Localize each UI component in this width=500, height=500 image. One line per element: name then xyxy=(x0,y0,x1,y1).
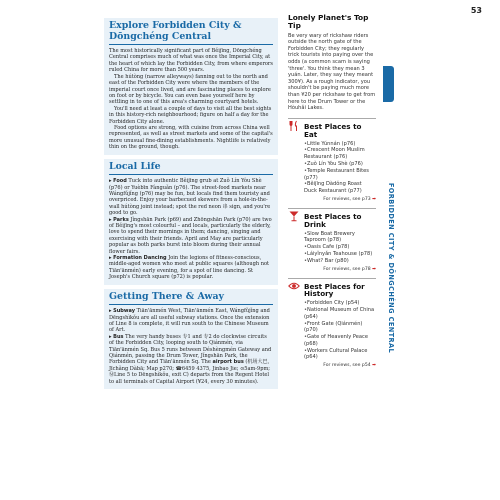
bus-item: ▸ Bus The very handy buses 专1 and 专2 do clockwise circuits of the Forbidden City, looping south to Qiánmén, via Tiān'ānmén Sq. Bus 5 runs between Déshèngmén Gateway and Qiánmén, passing the Drum Tower, Jǐngshān Park, the Forbidden City and Tiān'ānmén Sq. The airport bus (机场大巴, Jīchǎng Dàbā; Map p270; ☎6459 4375, Jinbao Jie; ⊙5am-9pm; ⓂLine 5 to Dēngshìkǒu, exit C) departs from the Regent Hotel to all terminals of Capital Airport (¥24, every 30 minutes). xyxy=(109,333,272,385)
utensils-icon xyxy=(288,120,300,132)
bus-label: Bus xyxy=(113,333,124,340)
explore-paragraph-3: You'll need at least a couple of days to visit all the best sights in this history-rich neighbourhood; figure on half a day for the Forbidden City alone. xyxy=(109,105,272,125)
eat-reviews-link[interactable] xyxy=(304,197,376,202)
dancing-text: Join the legions of fitness-conscious, middle-aged women who meet at public squares (although not Tiān'ānmén) early evening, for a spot of line dancing. St Joseph's Church square (p72) is popular. xyxy=(109,254,270,281)
explore-paragraph-2: The hútòng (narrow alleyways) fanning out to the north and east of the Forbidden City were where the members of the imperial court once lived, and are fascinating places to explore on foot or by bicycle. You can even base yourself here by settling in to one of this area's charming courtyard hotels. xyxy=(109,73,271,106)
best-eat-box xyxy=(288,118,376,202)
chapter-side-label: FORBIDDEN CITY & DÕNGCHÉNG CENTRAL xyxy=(387,182,395,354)
arrow-right-icon: ➡ xyxy=(372,196,376,202)
top-tip-title: Lonely Planet's Top Tip xyxy=(288,13,369,31)
arrow-right-icon: ➡ xyxy=(372,363,376,369)
parks-label: Parks xyxy=(113,216,129,223)
explore-paragraph-1: The most historically significant part of Běijīng, Dōngchéng Central comprises much of what was once the Imperial City, at the heart of which lay the Forbidden City, from where emperors ruled China for more than 500 years. xyxy=(109,48,273,74)
parks-text: Jǐngshān Park (p69) and Zhōngshān Park (p70) are two of Běijīng's most colourful – and locals, particularly the elderly, love to spend their mornings in them; dancing, singing and exercising with their friends. April and May are particularly popular as both parks burst into bloom during their annual flower fairs. xyxy=(109,216,272,255)
drink-reviews-text: For reviews, see p78 xyxy=(323,266,371,272)
local-food-item: ▸ Food Tuck into authentic Běijīng grub at Zuǒ Lín Yòu Shè (p76) or Yuèbīn Fànguǎn (p76). The street-food markets near Wángfǔjǐng (p76) may be fun, but locals find them touristy and overpriced. Enjoy your barbecued skewers from a hole-in-the-wall hútòng joint instead; spot the red neon 串 sign, and you're good to go. xyxy=(109,178,271,217)
list-item: • Workers Cultural Palace (p64) xyxy=(304,348,376,362)
list-item: • Slow Boat Brewery Taproom (p78) xyxy=(304,231,376,245)
subway-label: Subway xyxy=(113,308,135,315)
explore-title: Explore Forbidden City & Dōngchéng Central xyxy=(109,21,273,45)
local-dancing-item: ▸ Formation Dancing Join the legions of fitness-conscious, middle-aged women who meet at public squares (although not Tiān'ānmén) early evening, for a spot of line dancing. St Joseph's Church square (p72) is popular. xyxy=(109,254,270,281)
best-drink-title: Best Places to Drink xyxy=(304,211,362,229)
list-item: • Oasis Cafe (p78) xyxy=(304,244,376,251)
left-column xyxy=(104,18,278,393)
right-column xyxy=(288,14,376,368)
cocktail-glass-icon xyxy=(288,210,300,222)
airport-bus-label: airport bus xyxy=(212,359,244,366)
list-item: • Gate of Heavenly Peace (p68) xyxy=(304,334,376,348)
eat-reviews-text: For reviews, see p73 xyxy=(323,196,371,202)
list-item: • National Museum of China (p64) xyxy=(304,307,376,321)
history-reviews-link[interactable] xyxy=(304,363,376,368)
best-history-list xyxy=(304,300,376,361)
dancing-label: Formation Dancing xyxy=(113,254,167,261)
explore-paragraph-4: Food options are strong, with cuisine from across China well represented, as well as street markets and some of the capital's more unusual fine-dining establishments. Nightlife is relatively thin on the ground, though. xyxy=(109,124,273,151)
list-item: • Běijīng Dàdǒng Roast Duck Restaurant (p77) xyxy=(304,181,376,195)
best-history-title: Best Places for History xyxy=(304,281,365,299)
list-item: • Crescent Moon Muslim Restaurant (p76) xyxy=(304,147,376,161)
arrow-right-icon: ➡ xyxy=(372,266,376,272)
best-history-box xyxy=(288,278,376,369)
eye-icon xyxy=(288,280,300,292)
explore-section xyxy=(104,18,278,155)
list-item: • Little Yúnnán (p76) xyxy=(304,141,376,148)
list-item: • Forbidden City (p54) xyxy=(304,300,376,307)
page-number: 53 xyxy=(470,6,482,15)
history-reviews-text: For reviews, see p54 xyxy=(323,363,371,369)
getting-there-title: Getting There & Away xyxy=(109,292,273,306)
list-item: • What? Bar (p80) xyxy=(304,258,376,265)
best-drink-list xyxy=(304,231,376,265)
list-item: • Láiyǐnyǎn Teahouse (p78) xyxy=(304,251,376,258)
best-eat-list xyxy=(304,141,376,195)
subway-item: ▸ Subway Tiān'ānmén West, Tiān'ānmén East, Wángfǔjǐng and Dēngshìkǒu are all useful subway stations. Once the extension of Line 8 is complete, it will run south to the Chinese Museum of Art. xyxy=(109,308,270,334)
top-tip-box xyxy=(288,14,376,112)
best-drink-box xyxy=(288,208,376,272)
local-life-title: Local Life xyxy=(109,162,273,176)
drink-reviews-link[interactable] xyxy=(304,267,376,272)
top-tip-text: Be very wary of rickshaw riders outside the north gate of the Forbidden City; they regularly trick tourists into paying over the odds (a common scam is saying 'three'. You think they mean 3 yuán. Later, they say they meant 300¥). As a rough indicator, you shouldn't be paying much more than ¥20 per rickshaw to get from here to the Drum Tower or the Hòuhǎi Lakes. xyxy=(288,32,376,112)
local-parks-item: ▸ Parks Jǐngshān Park (p69) and Zhōngshān Park (p70) are two of Běijīng's most colourful – and locals, particularly the elderly, love to spend their mornings in them; dancing, singing and exercising with their friends. April and May are particularly popular as both parks burst into bloom during their annual flower fairs. xyxy=(109,216,272,255)
local-life-section xyxy=(104,159,278,285)
list-item: • Temple Restaurant Bites (p77) xyxy=(304,168,376,182)
bus-text: The very handy buses 专1 and 专2 do clockwise circuits of the Forbidden City, looping south to Qiánmén, via Tiān'ānmén Sq. Bus 5 runs between Déshèngmén Gateway and Qiánmén, passing the Drum Tower, Jǐngshān Park, the Forbidden City and Tiān'ānmén Sq. The xyxy=(109,333,272,366)
getting-there-section xyxy=(104,289,278,389)
airport-bus-text: (机场大巴, Jīchǎng Dàbā; Map p270; ☎6459 4375, Jinbao Jie; ⊙5am-9pm; ⓂLine 5 to Dēngshìkǒu, exit C) departs from the Regent Hotel to all terminals of Capital Airport (¥24, every 30 minutes). xyxy=(109,359,270,385)
food-label: Food xyxy=(113,178,127,185)
subway-text: Tiān'ānmén West, Tiān'ānmén East, Wángfǔjǐng and Dēngshìkǒu are all useful subway stations. Once the extension of Line 8 is complete, it will run south to the Chinese Museum of Art. xyxy=(109,308,270,334)
best-eat-title: Best Places to Eat xyxy=(304,121,362,139)
list-item: • Front Gate (Qiánmén) (p70) xyxy=(304,321,376,335)
list-item: • Zuǒ Lín Yòu Shè (p76) xyxy=(304,161,376,168)
food-text: Tuck into authentic Běijīng grub at Zuǒ Lín Yòu Shè (p76) or Yuèbīn Fànguǎn (p76). The street-food markets near Wángfǔjǐng (p76) may be fun, but locals find them touristy and overpriced. Enjoy your barbecued skewers from a hole-in-the-wall hútòng joint instead; spot the red neon 串 sign, and you're good to go. xyxy=(109,178,271,217)
